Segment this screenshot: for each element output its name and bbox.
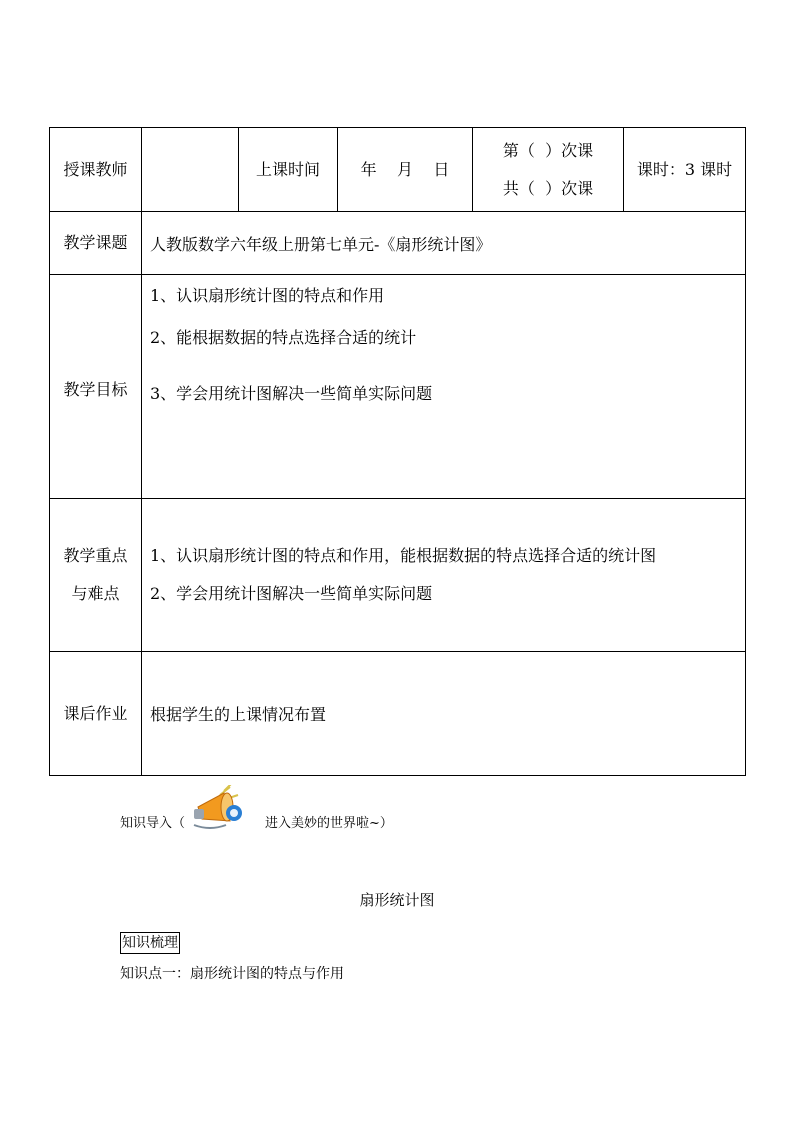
header-row [50, 128, 746, 212]
key-points-label [50, 499, 142, 652]
teacher-label: 授课教师 [50, 128, 142, 212]
section-title: 扇形统计图 [359, 891, 435, 909]
topic-label: 教学课题 [50, 212, 142, 275]
session-cell [473, 128, 624, 212]
topic-row [50, 212, 746, 275]
knowledge-point-heading: 知识点一：扇形统计图的特点与作用 [120, 966, 344, 982]
teacher-value [142, 128, 239, 212]
key-label-line-2: 与难点 [71, 584, 120, 603]
goal-item: 1、认识扇形统计图的特点和作用 [150, 286, 385, 305]
goal-item: 2、能根据数据的特点选择合适的统计 [150, 328, 417, 347]
time-label: 上课时间 [239, 128, 338, 212]
section-box-heading: 知识梳理 [120, 932, 180, 954]
homework-label: 课后作业 [50, 652, 142, 776]
goals-row [50, 275, 746, 499]
intro-text-before: 知识导入（ [120, 816, 186, 831]
key-label-line-1: 教学重点 [63, 546, 128, 565]
key-point-item: 2、学会用统计图解决一些简单实际问题 [150, 584, 433, 603]
goals-label: 教学目标 [50, 275, 142, 499]
goals-list [142, 275, 746, 499]
homework-value: 根据学生的上课情况布置 [142, 652, 746, 776]
lesson-plan-table [49, 127, 746, 776]
session-total: 共（ ）次课 [502, 178, 594, 198]
key-point-item: 1、认识扇形统计图的特点和作用，能根据数据的特点选择合适的统计图 [150, 546, 657, 565]
knowledge-intro [120, 785, 540, 855]
goal-item: 3、学会用统计图解决一些简单实际问题 [150, 384, 433, 403]
key-points-list [142, 499, 746, 652]
megaphone-icon [190, 785, 262, 835]
intro-text-after: 进入美妙的世界啦~） [265, 816, 393, 831]
date-value: 年 月 日 [338, 128, 473, 212]
session-nth: 第（ ）次课 [502, 140, 594, 160]
key-points-row [50, 499, 746, 652]
homework-row [50, 652, 746, 776]
topic-value: 人教版数学六年级上册第七单元-《扇形统计图》 [142, 212, 746, 275]
class-hours: 课时：3 课时 [624, 128, 746, 212]
